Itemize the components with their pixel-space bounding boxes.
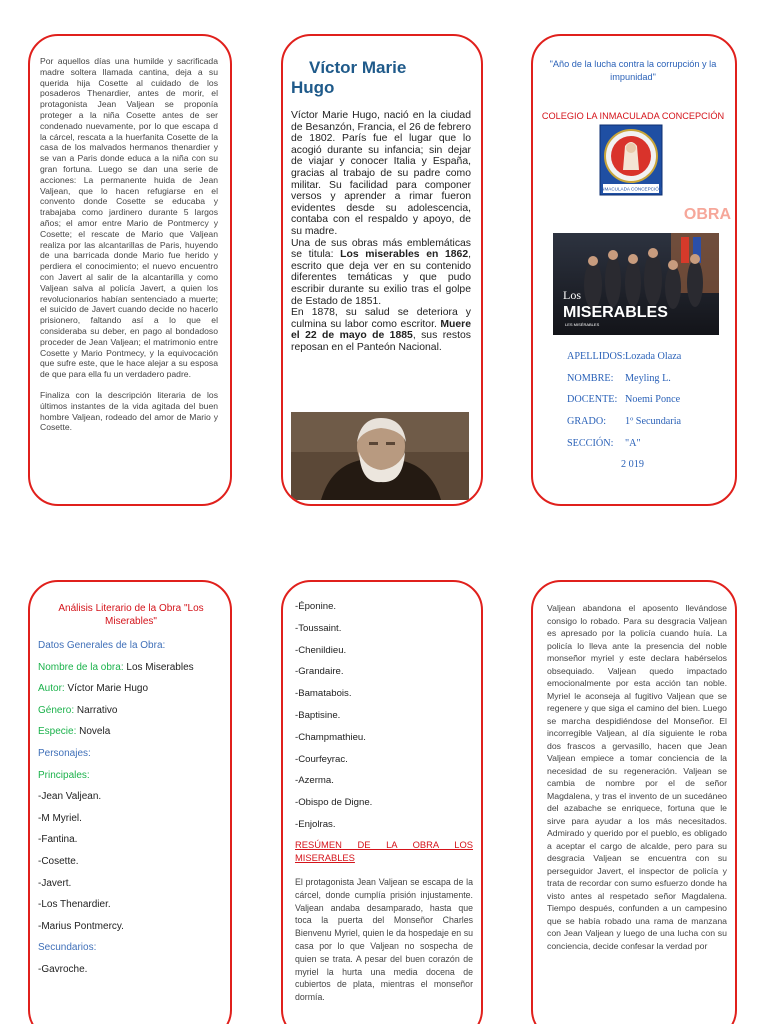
character-item: -Marius Pontmercy. xyxy=(38,920,124,932)
panel-cover xyxy=(531,34,737,506)
year-motto: "Año de la lucha contra la corrupción y la impunidad" xyxy=(549,59,717,82)
author-title xyxy=(291,58,471,98)
secondary-character-list xyxy=(295,596,475,836)
info-value: Meyling L. xyxy=(625,372,671,384)
character-item: -Jean Valjean. xyxy=(38,791,102,803)
author-row xyxy=(38,678,224,700)
character-item: -Obispo de Digne. xyxy=(295,797,373,809)
panel-analysis xyxy=(28,580,232,1024)
crest-caption: INMACULADA CONCEPCIÓN xyxy=(599,186,663,192)
info-row xyxy=(567,411,737,433)
panel-characters-summary xyxy=(281,580,483,1024)
species-row xyxy=(38,721,224,743)
analysis-content xyxy=(38,602,224,981)
info-label: DOCENTE: xyxy=(567,394,618,406)
analysis-heading: Análisis Literario de la Obra "Los Miserables" xyxy=(58,603,204,627)
poster-title-miserables: MISERABLES xyxy=(563,304,668,321)
summary-heading: RESÚMEN DE LA OBRA LOS MISERABLES xyxy=(295,839,473,863)
info-row xyxy=(567,368,737,390)
school-name: COLEGIO LA INMACULADA CONCEPCIÓN xyxy=(541,111,725,121)
character-item: -Bamatabois. xyxy=(295,688,352,700)
author-bio xyxy=(291,110,471,353)
info-value: 1º Secundaria xyxy=(625,416,682,428)
school-crest-logo xyxy=(599,124,663,196)
bio-bold-death: Muere el 22 de mayo de 1885 xyxy=(291,318,471,342)
field-value: Víctor Marie Hugo xyxy=(64,683,149,695)
bio-paragraph-1: Víctor Marie Hugo, nació en la ciudad de Besanzón, Francia, el 26 de febrero de 1802. París fue el lugar que lo acogió durante su infancia; sin dejar de viajar y conocer Italia y España, gracias al trabajo de su padre como militar. Su facilidad para componer versos y aprender a rimar fueron evidentes desde su adolescencia, contaba con el respaldo y apoyo, de su madre. xyxy=(291,110,471,237)
bio-text: Una de sus obras más emblemáticas se titula: xyxy=(291,237,471,261)
field-value: Los Miserables xyxy=(123,661,194,673)
character-item: -Fantina. xyxy=(38,834,78,846)
character-item: -Courfeyrac. xyxy=(295,753,348,765)
character-item: -Toussaint. xyxy=(295,622,342,634)
field-label: Especie: xyxy=(38,726,77,738)
student-info xyxy=(567,346,737,476)
characters-label: Personajes: xyxy=(38,747,91,759)
bio-paragraph-3 xyxy=(291,307,471,353)
portrait-illustration xyxy=(291,412,469,500)
author-portrait-photo xyxy=(291,412,469,500)
crest-shield-icon xyxy=(599,124,663,196)
main-characters-label: Principales: xyxy=(38,769,90,781)
info-row xyxy=(567,346,737,368)
summary-continued-text: Valjean abandona el aposento llevándose consigo lo robado. Para su desgracia Valjean es apresado por la policía cuando huía. La policía lo lleva ante la presencia del noble monseñor myriel y este declara habérselos obsequiado. Valjean quedo impactado emocionalmente por esta acción tan noble. Myriel le aconseja al fugitivo Valjean que se regenere y que siga el camino del bien. Luego se marcha despidiéndose del Monseñor. El incorregible Valjean, al día siguiente le roba dos frascos a gervasillo, hacen que Jean Valjean empiece a tomar conciencia de la necesidad de su regeneración. Valjean se cambia de nombre por el de señor Magdalena, y tras el invento de un sucedáneo del azabache se enriquece, fortuna que le sirve para ayudar a los más necesitados. Admirado y querido por el pueblo, es obligado a aceptar el cargo de alcalde, pero para su desgracia Valjean se encuentra con su perseguidor Javert, el inspector de policía y trata de recordar con sumo esfuerzo donde ha visto antes al respetado señor Magdalena. Tiempo después, confunden a un campesino que se había robado una rama de manzana con Jean Valjean y luego de una lucha con su conciencia, decide confesar la verdad por xyxy=(547,603,727,951)
author-title-line1: Víctor Marie xyxy=(309,58,407,77)
secondary-characters-label: Secundarios: xyxy=(38,942,97,954)
info-value: Lozada Olaza xyxy=(625,351,682,363)
character-item: -M Myriel. xyxy=(38,812,82,824)
character-item: -Los Thenardier. xyxy=(38,899,111,911)
bio-text: , escrito que deja ver en su contenido diferentes temáticas y que pudo escribir durante su exilio tras el golpe de Estado de 1851. xyxy=(291,249,471,307)
bio-text: En 1878, su salud se deteriora y culmina su labor como escritor. xyxy=(291,307,471,330)
character-item: -Grandaire. xyxy=(295,666,344,678)
character-item: -Chenildieu. xyxy=(295,644,347,656)
bio-text: , sus restos reposan en el Panteón Nacional. xyxy=(291,330,471,353)
character-item: -Enjolras. xyxy=(295,818,336,830)
poster-title-los: Los xyxy=(563,288,581,302)
field-label: Nombre de la obra: xyxy=(38,661,124,673)
info-label: SECCIÓN: xyxy=(567,437,614,449)
info-value: "A" xyxy=(625,437,641,449)
author-title-line2: Hugo xyxy=(291,78,335,97)
info-row xyxy=(567,389,737,411)
bio-bold-title: Los miserables en 1862 xyxy=(340,249,469,261)
character-item: -Baptisine. xyxy=(295,709,341,721)
character-item: -Cosette. xyxy=(38,855,79,867)
synopsis-paragraph-1: Por aquellos días una humilde y sacrificada madre soltera llamada cantina, deja a su querida hija Cosette al cuidado de los posaderos Thenardier, antes de morir, el protagonista Jean Valjean se proponía proteger a la niña Cosette antes de ser condenado nuevamente, por lo que escapa d la cárcel, rescata a la huerfanita Cosette de la casa de los malvados hermanos thenardier y se van a Paris donde educa a la niña con su gran fortuna. Luego se dan una serie de acciones: La permanente huida de Jean Valjean, que lo hacen refugiarse en el convento donde Cosette se educaba y trabajaba como jardinero durante 5 largos años; el amor entre Mario de Pontmercy y Cosette; el rescate de Mario que Valjean realiza por las alcantarillas de Paris, huyendo de una barricada donde Mario fue herido y perdiera el conocimiento; el nuevo encuentro con Javert al salir de la alcantarilla y como Valjean salva al policía Javert, a quien los revolucionarios habían sentenciado a muerte; el suicido de Javert cuando decide no hacerlo prisionero, faltando así a lo que el consideraba su deber, en pago al bondadoso proceder de Jean Valjean; el matrimonio entre Cosette y Mario Pontmecy, y la equivocación que sufre este, que le hace alejar a su esposa de que para ella fu un verdadero padre. xyxy=(40,56,218,380)
info-row xyxy=(567,432,737,454)
bio-paragraph-2 xyxy=(291,238,471,308)
field-value: Novela xyxy=(76,726,111,738)
info-label: GRADO: xyxy=(567,416,607,428)
field-label: Autor: xyxy=(38,683,65,695)
work-name-row xyxy=(38,657,224,679)
genre-row xyxy=(38,700,224,722)
panel-synopsis-end xyxy=(28,34,232,506)
character-item: -Javert. xyxy=(38,877,72,889)
poster-illustration xyxy=(553,233,719,335)
character-item: -Gavroche. xyxy=(38,963,88,975)
info-label: NOMBRE: xyxy=(567,372,614,384)
field-label: Género: xyxy=(38,704,75,716)
movie-poster-image xyxy=(553,233,719,335)
synopsis-paragraph-2: Finaliza con la descripción literaria de los últimos instantes de la vida agitada del buen hombre Valjean, rodeado del amor de Mario y Cosette. xyxy=(40,389,218,433)
character-item: -Champmathieu. xyxy=(295,731,366,743)
panel-summary-continued xyxy=(531,580,737,1024)
synopsis-text xyxy=(40,56,218,433)
info-year: 2 019 xyxy=(621,459,644,471)
panel-author xyxy=(281,34,483,506)
info-label: APELLIDOS: xyxy=(567,351,626,363)
character-item: -Azerma. xyxy=(295,775,334,787)
info-value: Noemi Ponce xyxy=(625,394,681,406)
field-value: Narrativo xyxy=(74,704,118,716)
obra-label: OBRA xyxy=(683,206,731,223)
poster-subtitle: LES MISÉRABLES xyxy=(565,322,600,327)
character-item: -Éponine. xyxy=(295,601,337,612)
datos-generales-label: Datos Generales de la Obra: xyxy=(38,640,166,651)
summary-text: El protagonista Jean Valjean se escapa de la cárcel, donde cumplía prisión injustamente. Valjean andaba desamparado, hasta que toca la puerta del Monseñor Charles Bienvenu Myriel, quien le da hospedaje en su casa por lo que Valjean no sospecha de quien se trata. A pesar del buen corazón de myriel la hurta una media docena de cubiertos de plata, mientras el monseñor dormía. xyxy=(295,877,473,1003)
